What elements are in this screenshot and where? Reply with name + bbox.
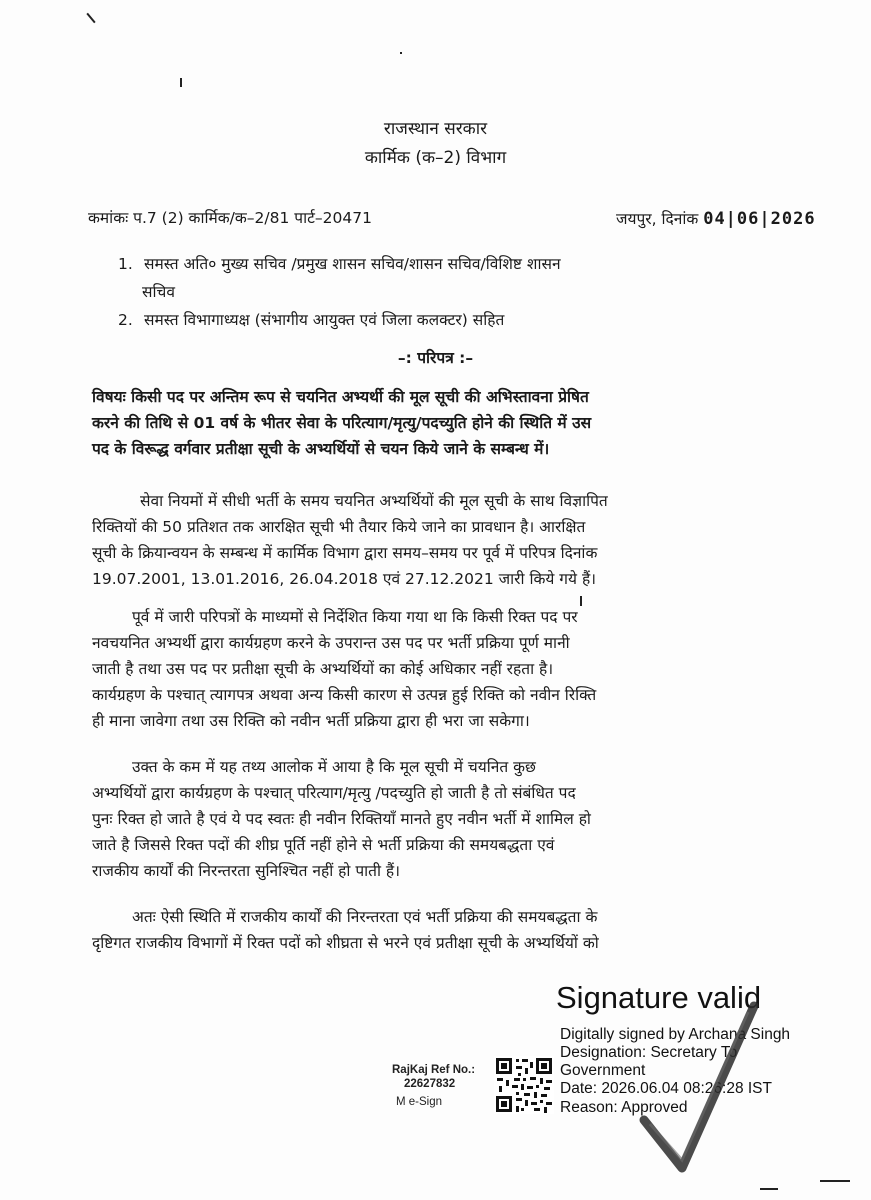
paragraph-line: सेवा नियमों में सीधी भर्ती के समय चयनित अभ्यर्थियों की मूल सूची के साथ विज्ञापित (140, 492, 608, 510)
signature-valid-title: Signature valid (556, 980, 762, 1015)
body-paragraph (92, 604, 760, 734)
scan-speck (820, 1180, 850, 1182)
esign-label: M e-Sign (396, 1096, 443, 1108)
scan-speck (760, 1188, 778, 1190)
body-paragraph (92, 488, 760, 592)
subject-line: पद के विरूद्ध वर्गवार प्रतीक्षा सूची के अभ्यर्थियों से चयन किये जाने के सम्बन्ध में। (92, 440, 550, 459)
recipient-text: समस्त विभागाध्यक्ष (संभागीय आयुक्त एवं जिला कलक्टर) सहित (144, 311, 505, 329)
qr-code (494, 1056, 554, 1114)
paragraph-line: राजकीय कार्यों की निरन्तरता सुनिश्चित नहीं हो पाती हैं। (92, 862, 401, 881)
signature-line: Government (560, 1062, 646, 1080)
paragraph-line: पुनः रिक्त हो जाते है एवं ये पद स्वतः ही नवीन रिक्तियाँ मानते हुए नवीन भर्ती में शामिल हो (92, 810, 591, 829)
paragraph-line: अभ्यर्थियों द्वारा कार्यग्रहण के पश्चात् परित्याग/मृत्यु /पदच्युति हो जाती है तो संबंधित पद (92, 784, 576, 803)
scan-speck (86, 13, 95, 23)
rajkaj-ref-number: 22627832 (404, 1078, 456, 1090)
subject-block (92, 384, 760, 462)
signature-line: Date: 2026.06.04 08:26:28 IST (560, 1080, 772, 1098)
paragraph-line: कार्यग्रहण के पश्चात् त्यागपत्र अथवा अन्य किसी कारण से उत्पन्न हुई रिक्ति को नवीन रिक्ति (92, 686, 597, 705)
recipient-text: समस्त अति० मुख्य सचिव /प्रमुख शासन सचिव/शासन सचिव/विशिष्ट शासन (144, 255, 561, 273)
body-paragraph (92, 754, 760, 884)
paragraph-line: जाती है तथा उस पद पर प्रतीक्षा सूची के अभ्यर्थियों का कोई अधिकार नहीं रहता है। (92, 660, 554, 679)
recipient-number: 2. (118, 311, 133, 329)
paragraph-line: जाते है जिससे रिक्त पदों की शीघ्र पूर्ति नहीं होने से भर्ती प्रक्रिया की समयबद्धता एवं (92, 836, 555, 855)
signature-line: Designation: Secretary To (560, 1044, 738, 1062)
paragraph-line: नवचयनित अभ्यर्थी द्वारा कार्यग्रहण करने के उपरान्त उस पद पर भर्ती प्रक्रिया पूर्ण मानी (92, 634, 570, 653)
body-paragraph (92, 904, 760, 956)
recipient-item (118, 252, 758, 276)
paragraph-line: अतः ऐसी स्थिति में राजकीय कार्यों की निरन्तरता एवं भर्ती प्रक्रिया की समयबद्धता के (132, 908, 598, 926)
paragraph-line: ही माना जावेगा तथा उस रिक्ति को नवीन भर्ती प्रक्रिया द्वारा ही भरा जा सकेगा। (92, 712, 530, 731)
paragraph-line: पूर्व में जारी परिपत्रों के माध्यमों से निर्देशित किया गया था कि किसी रिक्त पद पर (132, 608, 578, 626)
signature-line: Reason: Approved (560, 1098, 688, 1116)
recipient-number: 1. (118, 255, 133, 273)
reference-date (616, 206, 816, 232)
paragraph-line: दृष्टिगत राजकीय विभागों में रिक्त पदों को शीघ्रता से भरने एवं प्रतीक्षा सूची के अभ्यर्थियों को (92, 934, 599, 953)
rajkaj-ref-label: RajKaj Ref No.: (392, 1064, 476, 1076)
govt-name: राजस्थान सरकार (383, 119, 488, 139)
department-name: कार्मिक (क–2) विभाग (364, 148, 507, 168)
check-icon (636, 1000, 766, 1190)
handwritten-date: 04|06|2026 (703, 209, 816, 229)
paragraph-line: उक्त के कम में यह तथ्य आलोक में आया है कि मूल सूची में चयनित कुछ (132, 758, 536, 776)
date-prefix: जयपुर, दिनांक (616, 210, 699, 228)
paragraph-line: रिक्तियों की 50 प्रतिशत तक आरक्षित सूची भी तैयार किये जाने का प्रावधान है। आरक्षित (92, 518, 586, 537)
scan-speck (400, 52, 402, 54)
scan-speck (180, 78, 182, 87)
subject-line: करने की तिथि से 01 वर्ष के भीतर सेवा के परित्याग/मृत्यु/पदच्युति होने की स्थिति में उस (92, 414, 592, 433)
recipient-continuation: सचिव (142, 283, 175, 301)
paragraph-line: सूची के क्रियान्वयन के सम्बन्ध में कार्मिक विभाग द्वारा समय–समय पर पूर्व में परिपत्र दिनांक (92, 544, 598, 563)
signature-line: Digitally signed by Archana Singh (560, 1026, 791, 1043)
paragraph-line: 19.07.2001, 13.01.2016, 26.04.2018 एवं 27.12.2021 जारी किये गये हैं। (92, 570, 597, 589)
recipient-item (118, 308, 758, 332)
circular-title: –: परिपत्र :– (397, 349, 474, 367)
subject-line: विषयः किसी पद पर अन्तिम रूप से चयनित अभ्यर्थी की मूल सूची की अभिस्तावना प्रेषित (92, 388, 589, 406)
reference-number: कमांकः प.7 (2) कार्मिक/क–2/81 पार्ट–20471 (88, 209, 372, 227)
